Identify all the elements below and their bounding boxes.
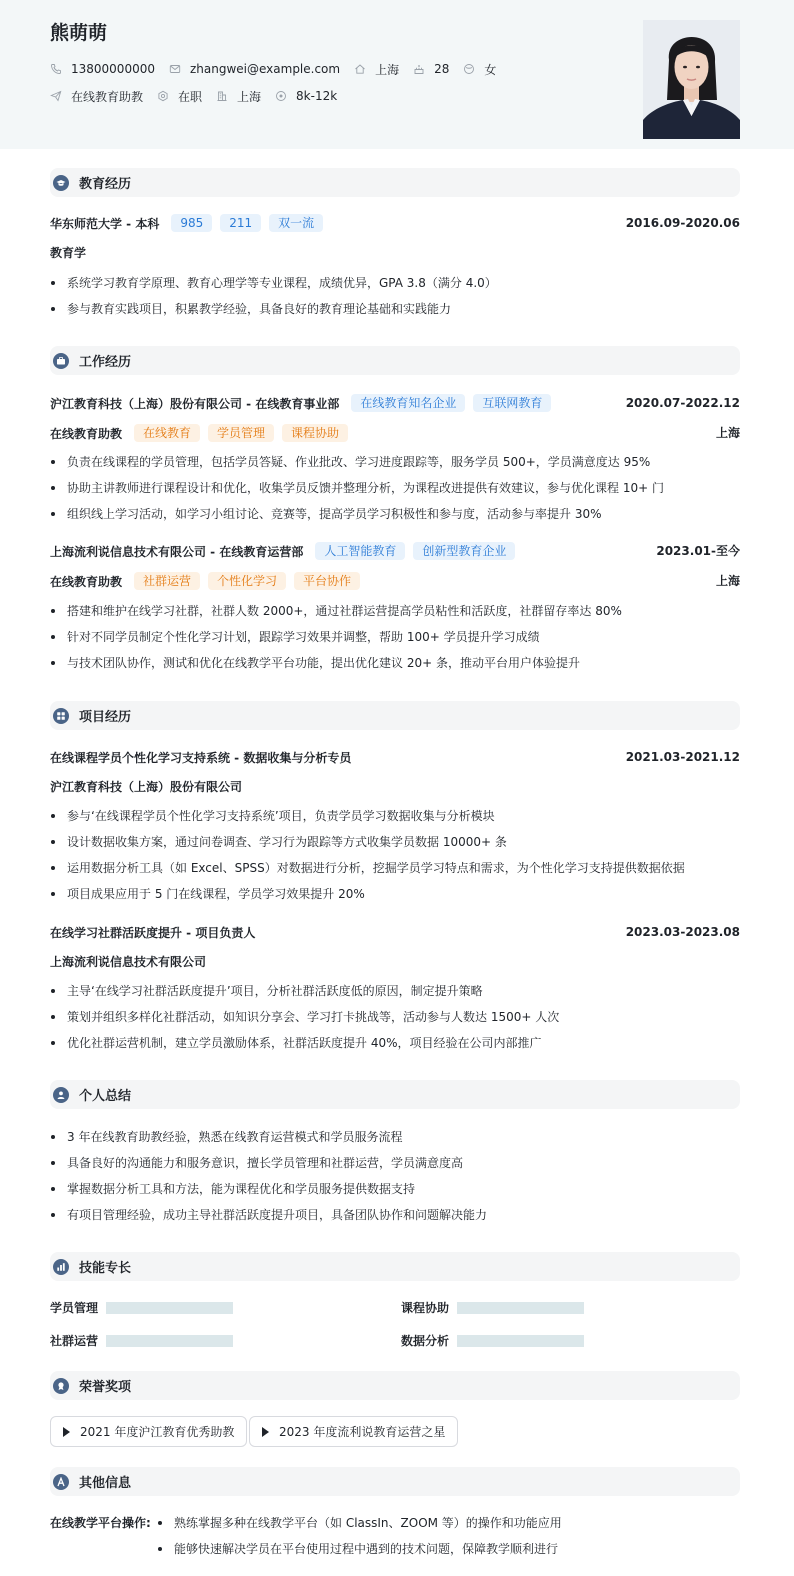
play-triangle-icon: [262, 1427, 269, 1437]
skill-bar: [457, 1302, 584, 1314]
section-skills: [50, 1252, 740, 1281]
skill-bar: [106, 1302, 233, 1314]
project-date: 2021.03-2021.12: [625, 750, 740, 764]
user-icon: [53, 1087, 69, 1103]
project-org: 沪江教育科技（上海）股份有限公司: [50, 780, 243, 794]
age-info: [413, 62, 449, 76]
project-bullet: 策划并组织多样化社群活动，如知识分享会、学习打卡挑战等，活动参与人数达 1500+ 人次: [50, 1008, 559, 1026]
project-title: 在线课程学员个性化学习支持系统 - 数据收集与分析专员: [50, 750, 352, 765]
education-bullet: 系统学习教育学原理、教育心理学等专业课程，成绩优异，GPA 3.8（满分 4.0）: [50, 274, 497, 292]
play-triangle-icon: [63, 1427, 70, 1437]
project-title: 在线学习社群活跃度提升 - 项目负责人: [50, 925, 256, 940]
bar-chart-icon: [53, 1259, 69, 1275]
section-other: [50, 1467, 740, 1496]
project-org: 上海流利说信息技术有限公司: [50, 955, 207, 969]
contact-row: [50, 60, 510, 78]
skill-label: 社群运营: [50, 1334, 99, 1348]
skill-level-fill: [106, 1302, 233, 1314]
section-other-title: 其他信息: [79, 1476, 132, 1491]
skill-level-fill: [106, 1335, 233, 1347]
section-projects-title: 项目经历: [79, 710, 132, 725]
work-role-row: [50, 572, 740, 590]
education-major: 教育学: [50, 246, 87, 260]
skill-bar: [457, 1335, 584, 1347]
skill-level-fill: [457, 1302, 584, 1314]
project-bullet: 主导‘在线学习社群活跃度提升’项目，分析社群活跃度低的原因，制定提升策略: [50, 982, 483, 1000]
candidate-name: 熊萌萌: [50, 22, 108, 44]
home-icon: [354, 63, 366, 75]
award-chip: [249, 1416, 458, 1447]
work-bullet: 针对不同学员制定个性化学习计划，跟踪学习效果并调整，帮助 100+ 学员提升学习成绩: [50, 628, 540, 646]
status-text: 在职: [178, 89, 203, 104]
award-text: 2021 年度沪江教育优秀助教: [80, 1425, 235, 1439]
city-info: [216, 88, 261, 105]
award-chip: [50, 1416, 247, 1447]
project-date: 2023.03-2023.08: [625, 925, 740, 939]
location-text: 上海: [375, 62, 400, 77]
profile-header: [0, 0, 794, 149]
section-work-title: 工作经历: [79, 355, 132, 370]
education-date: 2016.09-2020.06: [625, 216, 740, 230]
job-row: [50, 87, 351, 105]
work-bullet: 负责在线课程的学员管理，包括学员答疑、作业批改、学习进度跟踪等，服务学员 500+，学员满意度达 95%: [50, 453, 650, 471]
gender-icon: [463, 63, 475, 75]
project-header: [50, 748, 740, 766]
work-date: 2020.07-2022.12: [625, 396, 740, 410]
award-icon: [53, 1378, 69, 1394]
work-bullet: 组织线上学习活动，如学习小组讨论、竞赛等，提高学员学习积极性和参与度，活动参与率提升 30%: [50, 505, 602, 523]
company-name: 沪江教育科技（上海）股份有限公司 - 在线教育事业部: [50, 396, 340, 411]
summary-bullet: 具备良好的沟通能力和服务意识，擅长学员管理和社群运营，学员满意度高: [50, 1154, 463, 1172]
education-bullet: 参与教育实践项目，积累教学经验，具备良好的教育理论基础和实践能力: [50, 300, 451, 318]
work-date: 2023.01-至今: [656, 544, 740, 558]
skill-bar: [106, 1335, 233, 1347]
work-role: 在线教育助教: [50, 574, 123, 589]
phone-info: [50, 62, 155, 76]
section-summary-title: 个人总结: [79, 1089, 132, 1104]
work-header: [50, 394, 740, 412]
work-role: 在线教育助教: [50, 426, 123, 441]
age-text: 28: [434, 62, 450, 76]
letter-a-icon: [53, 1474, 69, 1490]
project-bullet: 项目成果应用于 5 门在线课程，学员学习效果提升 20%: [50, 885, 365, 903]
work-location: 上海: [715, 426, 740, 440]
company-name: 上海流利说信息技术有限公司 - 在线教育运营部: [50, 544, 304, 559]
other-label: 在线教学平台操作:: [50, 1516, 151, 1530]
work-bullet: 协助主讲教师进行课程设计和优化，收集学员反馈并整理分析，为课程改进提供有效建议，参与优化课程 10+ 门: [50, 479, 664, 497]
gender-info: [463, 61, 496, 78]
education-header: [50, 214, 740, 232]
other-bullet: 能够快速解决学员在平台使用过程中遇到的技术问题，保障教学顺利进行: [157, 1540, 558, 1558]
age-icon: [413, 63, 425, 75]
work-role-row: [50, 424, 740, 442]
role-tag: 平台协作: [294, 572, 360, 590]
status-info: [157, 88, 202, 105]
profile-photo: [643, 20, 740, 139]
section-projects: [50, 701, 740, 730]
school-tag: 985: [171, 214, 212, 232]
email-info: [169, 62, 340, 76]
role-tag: 学员管理: [208, 424, 274, 442]
location-info: [354, 61, 399, 78]
phone-text: 13800000000: [71, 62, 155, 76]
work-bullet: 搭建和维护在线学习社群，社群人数 2000+，通过社群运营提高学员粘性和活跃度，社群留存率达 80%: [50, 602, 622, 620]
briefcase-icon: [53, 353, 69, 369]
section-awards: [50, 1371, 740, 1400]
skill-label: 学员管理: [50, 1301, 99, 1315]
send-icon: [50, 90, 62, 102]
status-icon: [157, 90, 169, 102]
work-bullet: 与技术团队协作，测试和优化在线教学平台功能，提出优化建议 20+ 条，推动平台用户体验提升: [50, 654, 580, 672]
section-skills-title: 技能专长: [79, 1261, 132, 1276]
project-bullet: 运用数据分析工具（如 Excel、SPSS）对数据进行分析，挖掘学员学习特点和需求，为个性化学习支持提供数据依据: [50, 859, 685, 877]
city-text: 上海: [237, 89, 262, 104]
school-tag: 双一流: [269, 214, 323, 232]
company-tag: 创新型教育企业: [413, 542, 515, 560]
mail-icon: [169, 63, 181, 75]
section-summary: [50, 1080, 740, 1109]
salary-icon: [275, 90, 287, 102]
project-bullet: 优化社群运营机制，建立学员激励体系，社群活跃度提升 40%，项目经验在公司内部推广: [50, 1034, 542, 1052]
work-header: [50, 542, 740, 560]
role-tag: 个性化学习: [208, 572, 286, 590]
section-education: [50, 168, 740, 197]
email-text: zhangwei@example.com: [189, 62, 341, 76]
job-info: [50, 88, 143, 105]
section-work: [50, 346, 740, 375]
company-tag: 人工智能教育: [315, 542, 405, 560]
project-header: [50, 923, 740, 941]
project-bullet: 参与‘在线课程学员个性化学习支持系统’项目，负责学员学习数据收集与分析模块: [50, 807, 495, 825]
school-tag: 211: [220, 214, 261, 232]
gender-text: 女: [484, 62, 497, 77]
summary-bullet: 有项目管理经验，成功主导社群活跃度提升项目，具备团队协作和问题解决能力: [50, 1206, 487, 1224]
other-bullet: 熟练掌握多种在线教学平台（如 ClassIn、ZOOM 等）的操作和功能应用: [157, 1514, 562, 1532]
summary-bullet: 3 年在线教育助教经验，熟悉在线教育运营模式和学员服务流程: [50, 1128, 402, 1146]
building-icon: [216, 90, 228, 102]
project-bullet: 设计数据收集方案，通过问卷调查、学习行为跟踪等方式收集学员数据 10000+ 条: [50, 833, 507, 851]
salary-text: 8k-12k: [296, 89, 338, 103]
section-education-title: 教育经历: [79, 177, 132, 192]
job-text: 在线教育助教: [71, 89, 144, 104]
phone-icon: [50, 63, 62, 75]
section-awards-title: 荣誉奖项: [79, 1380, 132, 1395]
grid-icon: [53, 708, 69, 724]
salary-info: [275, 89, 337, 103]
role-tag: 社群运营: [134, 572, 200, 590]
skill-label: 数据分析: [401, 1334, 450, 1348]
role-tag: 在线教育: [134, 424, 200, 442]
work-location: 上海: [715, 574, 740, 588]
role-tag: 课程协助: [282, 424, 348, 442]
skill-level-fill: [457, 1335, 584, 1347]
company-tag: 在线教育知名企业: [351, 394, 465, 412]
company-tag: 互联网教育: [473, 394, 551, 412]
award-text: 2023 年度流利说教育运营之星: [279, 1425, 446, 1439]
skill-label: 课程协助: [401, 1301, 450, 1315]
summary-bullet: 掌握数据分析工具和方法，能为课程优化和学员服务提供数据支持: [50, 1180, 415, 1198]
school-name: 华东师范大学 - 本科: [50, 216, 160, 231]
graduation-cap-icon: [53, 175, 69, 191]
